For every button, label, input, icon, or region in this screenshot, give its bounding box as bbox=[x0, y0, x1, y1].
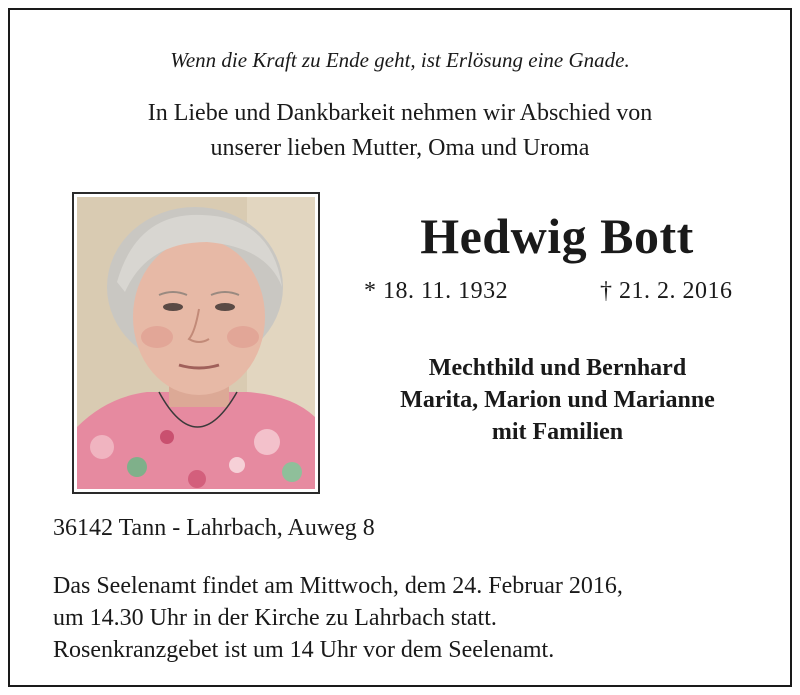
death-date: † 21. 2. 2016 bbox=[600, 278, 733, 304]
intro-line: unserer lieben Mutter, Oma und Uroma bbox=[210, 135, 590, 161]
address: 36142 Tann - Lahrbach, Auweg 8 bbox=[53, 515, 375, 541]
service-line: Rosenkranzgebet ist um 14 Uhr vor dem Seelenamt. bbox=[53, 637, 555, 663]
deceased-name: Hedwig Bott bbox=[420, 208, 694, 264]
birth-date: * 18. 11. 1932 bbox=[364, 278, 509, 304]
mourner-line: Marita, Marion und Marianne bbox=[400, 387, 715, 413]
intro-line: In Liebe und Dankbarkeit nehmen wir Abschied von bbox=[147, 100, 653, 126]
intro-text bbox=[10, 96, 790, 166]
obituary-notice bbox=[8, 8, 792, 687]
portrait-image bbox=[77, 197, 315, 489]
portrait-photo bbox=[72, 192, 320, 494]
service-line: Das Seelenamt findet am Mittwoch, dem 24. Februar 2016, bbox=[53, 573, 623, 599]
motto: Wenn die Kraft zu Ende geht, ist Erlösung eine Gnade. bbox=[170, 48, 630, 72]
mourner-line: mit Familien bbox=[491, 419, 624, 445]
mourner-line: Mechthild und Bernhard bbox=[428, 355, 687, 381]
mourners-list bbox=[350, 352, 765, 448]
service-info bbox=[53, 570, 623, 666]
service-line: um 14.30 Uhr in der Kirche zu Lahrbach statt. bbox=[53, 605, 497, 631]
